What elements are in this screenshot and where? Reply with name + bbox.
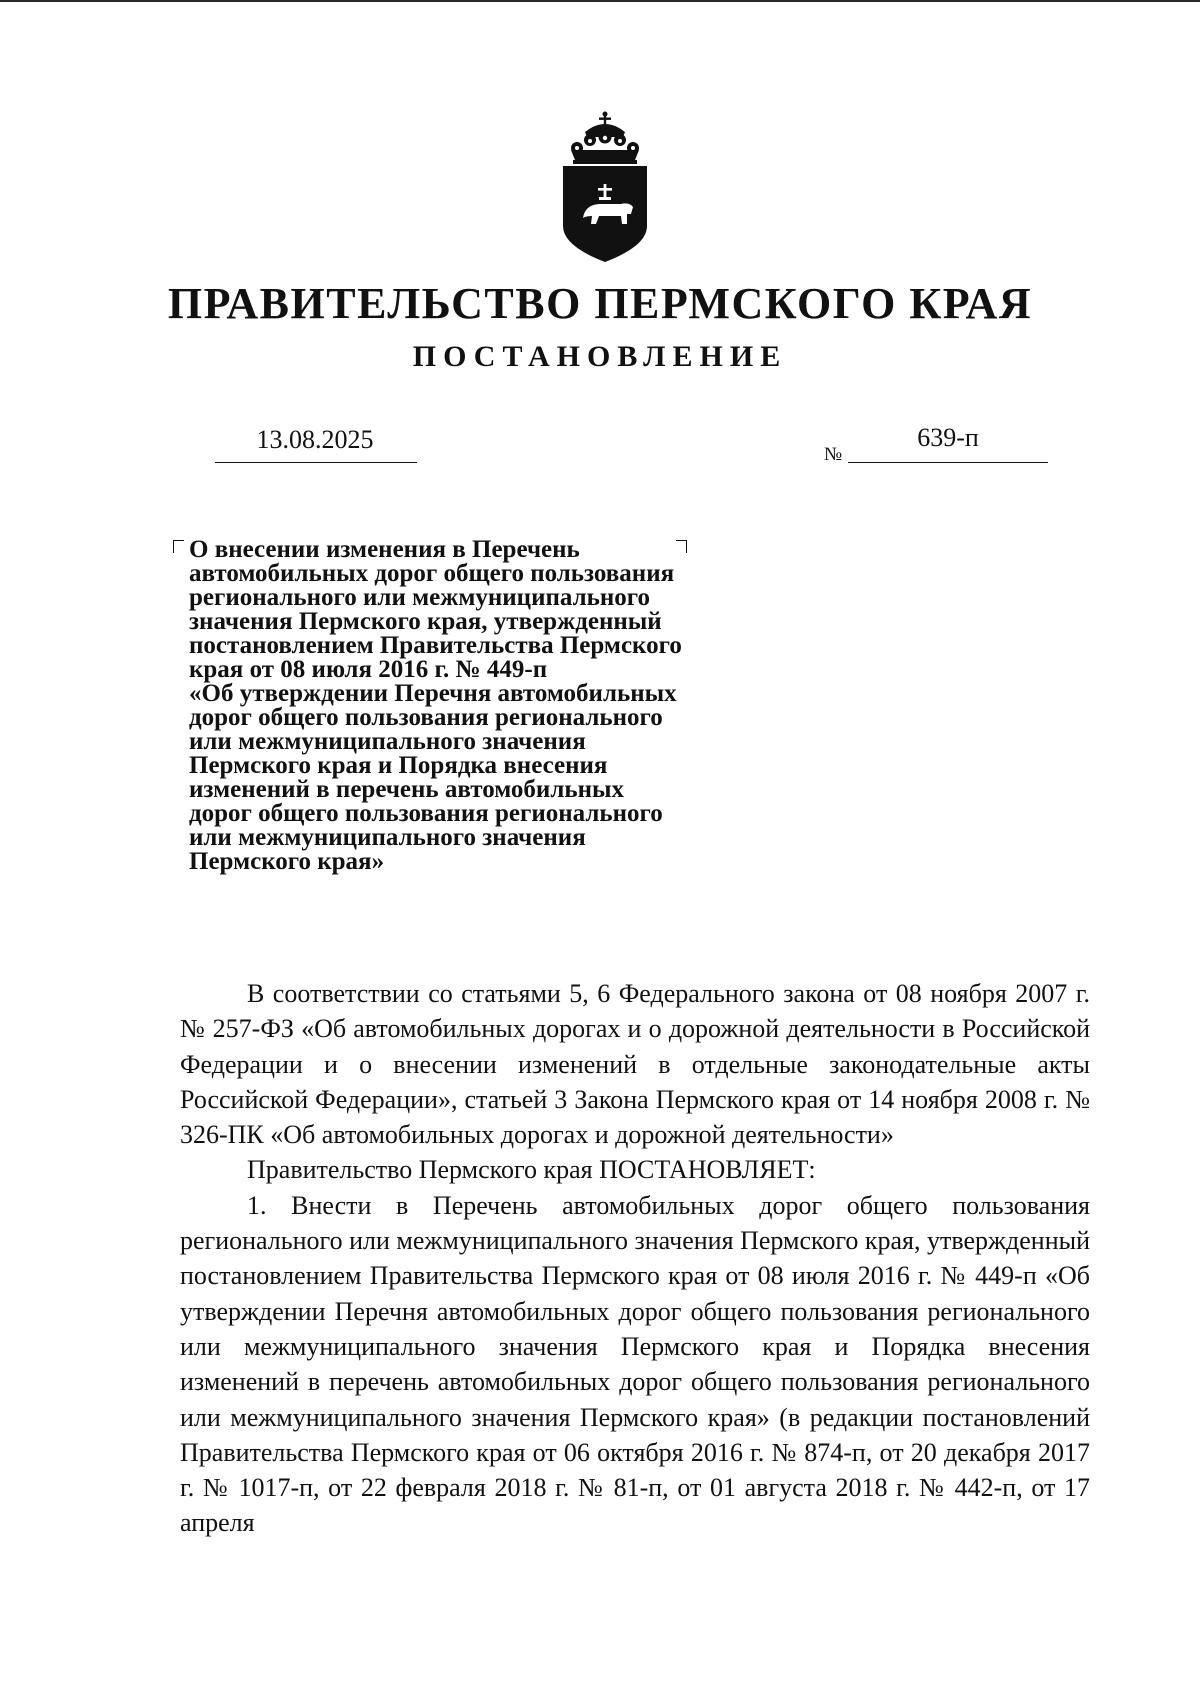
- number-underline: [848, 462, 1048, 463]
- document-body: [180, 976, 1090, 1541]
- date-underline: [215, 462, 417, 463]
- subject-line: дорог общего пользования регионального: [189, 800, 663, 827]
- subject-line: О внесении изменения в Перечень: [189, 536, 580, 563]
- number-sign: №: [824, 444, 843, 465]
- subject-line: или межмуниципального значения: [189, 728, 586, 755]
- body-paragraph: 1. Внести в Перечень автомобильных дорог общего пользования регионального или межмуниципального значения Пермского края, утвержденный постановлением Правительства Пермского края от 08 июля 2016 г. № 449-п «Об утверждении Перечня автомобильных дорог общего пользования регионального или межмуниципального значения Пермского края и Порядка внесения изменений в перечень автомобильных дорог общего пользования регионального или межмуниципального значения Пермского края» (в редакции постановлений Правительства Пермского края от 06 октября 2016 г. № 874-п, от 20 декабря 2017 г. № 1017-п, от 22 февраля 2018 г. № 81-п, от 01 августа 2018 г. № 442-п, от 17 апреля: [180, 1190, 1090, 1538]
- subject-line: изменений в перечень автомобильных: [189, 776, 625, 803]
- organization-title: ПРАВИТЕЛЬСТВО ПЕРМСКОГО КРАЯ: [167, 279, 1033, 328]
- subject-line: «Об утверждении Перечня автомобильных: [189, 680, 677, 707]
- document-subject: [189, 538, 682, 874]
- subject-line: или межмуниципального значения: [189, 824, 586, 851]
- subject-line: постановлением Правительства Пермского: [189, 632, 682, 659]
- subject-line: регионального или межмуниципального: [189, 584, 650, 611]
- subject-line: автомобильных дорог общего пользования: [189, 560, 675, 587]
- subject-line: дорог общего пользования регионального: [189, 704, 663, 731]
- body-paragraph: Правительство Пермского края ПОСТАНОВЛЯЕТ:: [247, 1155, 816, 1185]
- subject-line: Пермского края»: [189, 848, 385, 875]
- subject-line: значения Пермского края, утвержденный: [189, 608, 662, 635]
- subject-corner-left: [173, 540, 184, 553]
- subject-line: края от 08 июля 2016 г. № 449-п: [189, 656, 548, 683]
- document-type: ПОСТАНОВЛЕНИЕ: [412, 340, 788, 373]
- document-date: 13.08.2025: [256, 425, 374, 454]
- subject-line: Пермского края и Порядка внесения: [189, 752, 608, 779]
- body-paragraph: В соответствии со статьями 5, 6 Федерального закона от 08 ноября 2007 г. № 257-ФЗ «Об автомобильных дорогах и о дорожной деятельности в Российской Федерации и о внесении изменений в отдельные законодательные акты Российской Федерации», статьей 3 Закона Пермского края от 14 ноября 2008 г. № 326-ПК «Об автомобильных дорогах и дорожной деятельности»: [180, 979, 1090, 1150]
- document-number: 639-п: [917, 423, 979, 452]
- page-top-edge: [0, 0, 1200, 2]
- coat-of-arms-icon: [563, 110, 647, 262]
